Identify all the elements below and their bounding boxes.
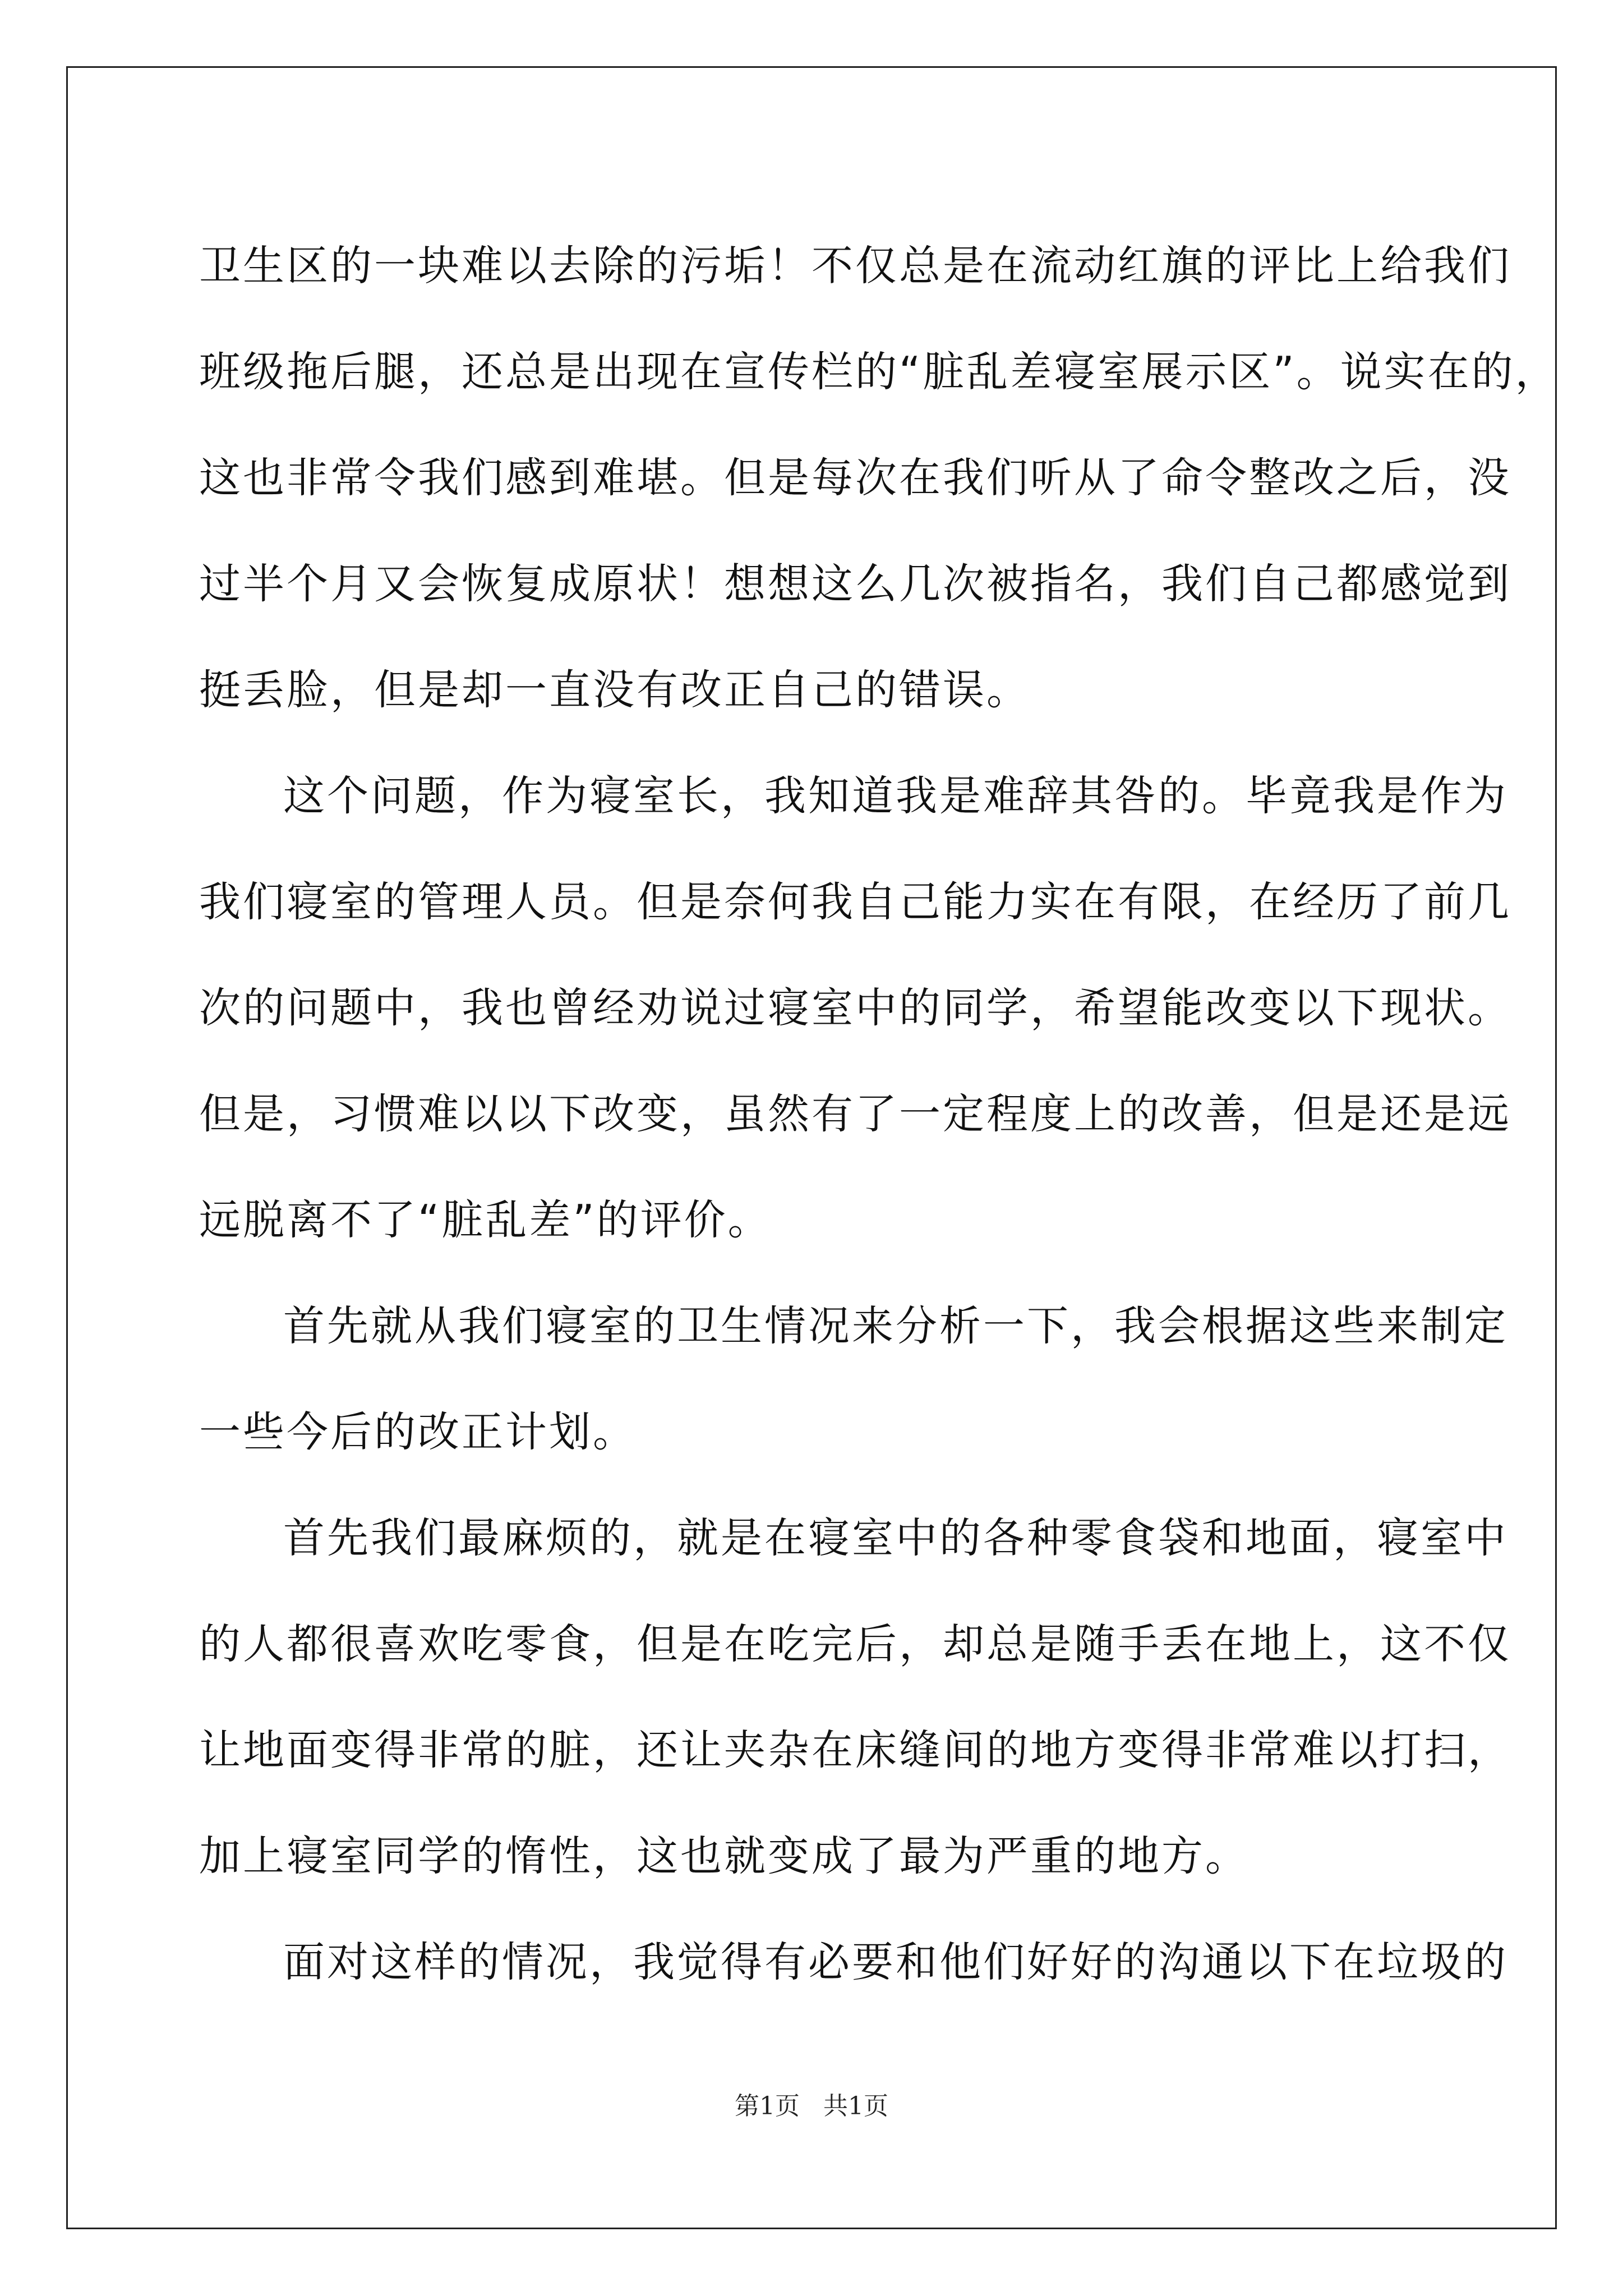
text-line: 过半个月又会恢复成原状！想想这么几次被指名，我们自己都感觉到 <box>199 560 1511 608</box>
text-line: 加上寝室同学的惰性，这也就变成了最为严重的地方。 <box>199 1832 1249 1880</box>
text-line: 这也非常令我们感到难堪。但是每次在我们听从了命令整改之后，没 <box>199 454 1511 502</box>
text-line: 挺丢脸，但是却一直没有改正自己的错误。 <box>199 666 1030 714</box>
text-line: 远脱离不了“脏乱差”的评价。 <box>199 1196 772 1244</box>
text-line: 但是，习惯难以以下改变，虽然有了一定程度上的改善，但是还是远 <box>199 1090 1511 1138</box>
text-line: 班级拖后腿，还总是出现在宣传栏的“脏乱差寝室展示区”。说实在的， <box>199 348 1559 396</box>
paragraph-start-line: 首先我们最麻烦的，就是在寝室中的各种零食袋和地面，寝室中 <box>283 1514 1508 1562</box>
text-line: 一些今后的改正计划。 <box>199 1408 637 1456</box>
text-line: 让地面变得非常的脏，还让夹杂在床缝间的地方变得非常难以打扫， <box>199 1726 1511 1774</box>
paragraph-start-line: 面对这样的情况，我觉得有必要和他们好好的沟通以下在垃圾的 <box>283 1938 1508 1986</box>
paragraph-start-line: 这个问题，作为寝室长，我知道我是难辞其咎的。毕竟我是作为 <box>283 772 1508 820</box>
page-footer <box>0 2086 1623 2122</box>
text-line: 我们寝室的管理人员。但是奈何我自己能力实在有限，在经历了前几 <box>199 878 1511 926</box>
text-line: 的人都很喜欢吃零食，但是在吃完后，却总是随手丢在地上，这不仅 <box>199 1620 1511 1668</box>
paragraph-start-line: 首先就从我们寝室的卫生情况来分析一下，我会根据这些来制定 <box>283 1302 1508 1350</box>
document-body <box>199 213 1559 2016</box>
page-number: 第1页 <box>735 2092 800 2120</box>
text-line: 次的问题中，我也曾经劝说过寝室中的同学，希望能改变以下现状。 <box>199 984 1511 1032</box>
page-total: 共1页 <box>823 2092 888 2120</box>
text-line: 卫生区的一块难以去除的污垢！不仅总是在流动红旗的评比上给我们 <box>199 242 1511 290</box>
